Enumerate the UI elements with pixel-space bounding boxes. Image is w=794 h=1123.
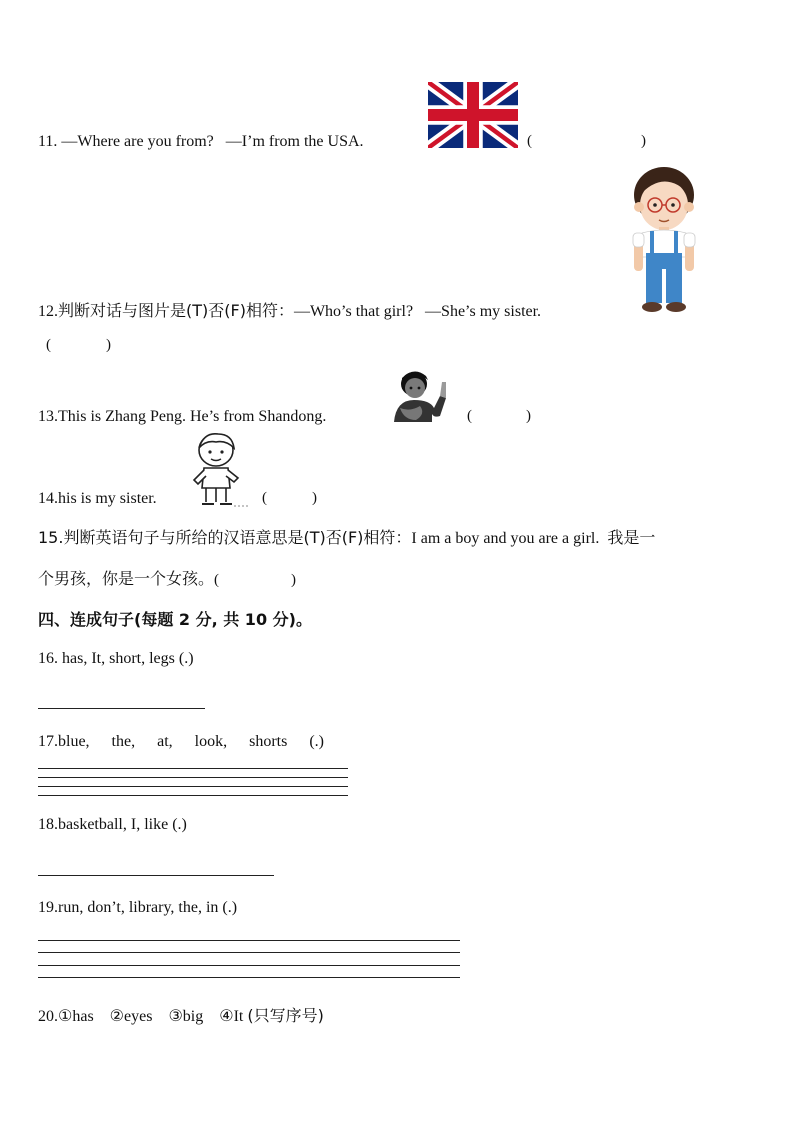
answer-blank[interactable] [540, 133, 640, 151]
answer-line[interactable] [38, 708, 205, 709]
question-14: 14.his is my sister. [38, 490, 157, 507]
answer-text: She’s my sister. [441, 303, 542, 320]
answer-paren-open: ( [467, 408, 472, 424]
question-number: 12. [38, 303, 58, 320]
question-12 [38, 298, 541, 321]
answer-paren-open: ( [527, 133, 532, 149]
answer-line[interactable] [38, 777, 348, 778]
dash: — [425, 303, 442, 320]
answer-blank[interactable] [480, 408, 524, 426]
question-number: 17. [38, 733, 58, 750]
word-item: ②eyes [109, 1008, 153, 1025]
word-item: ④It [219, 1008, 244, 1025]
word: the, [111, 733, 136, 750]
boy-image [628, 165, 700, 315]
word: at, [157, 733, 173, 750]
answer-line[interactable] [38, 768, 348, 769]
question-16: 16. has, It, short, legs (.) [38, 650, 194, 667]
word: look, [194, 733, 228, 750]
answer-line[interactable] [38, 977, 460, 978]
dash: — [293, 303, 310, 320]
answer-line[interactable] [38, 786, 348, 787]
question-number: 20. [38, 1008, 58, 1025]
chinese-sentence-part: 个男孩，你是一个女孩。 [38, 569, 215, 588]
answer-paren-open: ( [262, 490, 267, 506]
zhang-peng-image [390, 368, 454, 424]
question-18: 18.basketball, I, like (.) [38, 816, 187, 833]
answer-line[interactable] [38, 795, 348, 796]
question-13: 13.This is Zhang Peng. He’s from Shandong. [38, 408, 327, 425]
question-text: Who’s that girl? [309, 303, 414, 320]
dash: — [225, 133, 242, 150]
answer-paren-open: ( [46, 337, 51, 353]
word: blue, [58, 733, 90, 750]
question-17 [38, 733, 324, 751]
question-19: 19.run, don’t, library, the, in (.) [38, 899, 238, 916]
answer-line[interactable] [38, 952, 460, 953]
chinese-sentence-part: 我是一 [607, 528, 656, 547]
answer-paren-close: ) [106, 337, 111, 353]
instruction-text: 判断对话与图片是(T)否(F)相符： [58, 301, 294, 320]
question-15-line1 [38, 525, 655, 548]
english-sentence: I am a boy and you are a girl. [411, 530, 600, 547]
word: shorts [249, 733, 288, 750]
answer-blank[interactable] [58, 337, 102, 355]
answer-line[interactable] [38, 875, 274, 876]
answer-paren-close: ) [291, 572, 297, 588]
answer-paren-close: ) [641, 133, 646, 149]
word-item: ①has [58, 1008, 94, 1025]
answer-line[interactable] [38, 965, 460, 966]
uk-flag-image [428, 82, 518, 148]
word: (.) [309, 733, 324, 750]
boy-outline-image [186, 430, 250, 508]
question-text: Where are you from? [77, 133, 214, 150]
question-15-line2 [38, 566, 296, 589]
answer-paren-open: ( [214, 572, 220, 588]
answer-line[interactable] [38, 940, 460, 941]
question-20 [38, 1003, 324, 1026]
question-number: 11. [38, 133, 58, 150]
word-item: ③big [168, 1008, 204, 1025]
answer-text: I’m from the USA. [241, 133, 364, 150]
section-heading: 四、连成句子(每题 2 分, 共 10 分)。 [38, 610, 312, 629]
question-11 [38, 133, 364, 151]
instruction-text: 15.判断英语句子与所给的汉语意思是(T)否(F)相符： [38, 528, 412, 547]
answer-blank[interactable] [274, 490, 310, 508]
dash: — [61, 133, 78, 150]
answer-paren-close: ) [312, 490, 317, 506]
instruction-note: (只写序号) [247, 1006, 324, 1025]
answer-paren-close: ) [526, 408, 531, 424]
